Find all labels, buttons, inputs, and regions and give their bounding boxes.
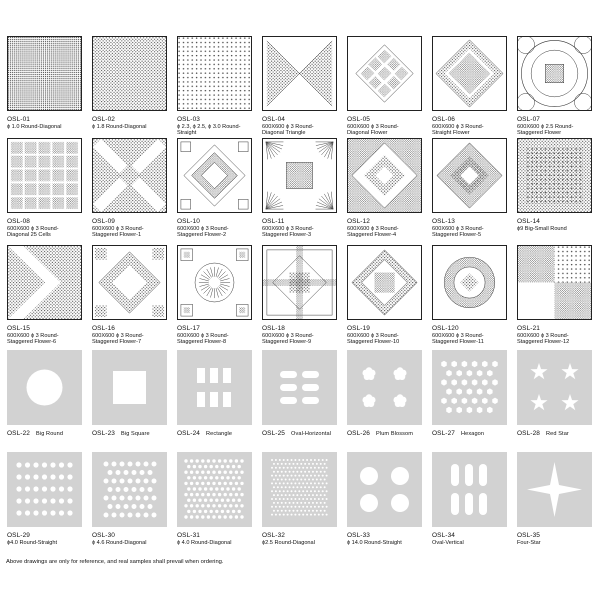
tile-code-text: OSL-27 [432,430,456,437]
tile-code [262,430,331,438]
tile-swatch [92,452,167,527]
tile-osl-12 [347,138,425,238]
tile-swatch [517,36,592,111]
flower-10-pattern [348,246,421,319]
tile-code [92,325,115,332]
tile-osl-19 [347,245,425,345]
tile-swatch [7,138,82,213]
tile-swatch [517,138,592,213]
tile-description: 600X600 ϕ 3 Round- Staggered Flower-9 [262,333,314,346]
round-straight-14-pattern [347,452,422,527]
tile-code [432,218,455,225]
tile-osl-06 [432,36,510,136]
tile-description: 600X600 ϕ 3 Round- Staggered Flower-12 [517,333,570,346]
diagonal-flower-pattern [348,37,421,110]
tile-code-text: OSL-04 [262,116,286,123]
dots-straight-pattern [178,37,251,110]
tile-swatch [347,452,422,527]
tile-code-text: OSL-24 [177,430,201,437]
cells-25-pattern [8,139,81,212]
tile-osl-21 [517,245,595,345]
tile-description: 600X600 ϕ 3 Round- Staggered Flower-4 [347,226,399,239]
tile-code [347,218,370,225]
tile-code-text: OSL-33 [347,532,371,539]
tile-swatch [347,245,422,320]
tile-code [517,532,540,539]
flower-6-pattern [8,246,81,319]
tile-code [262,325,285,332]
tile-code-text: OSL-29 [7,532,31,539]
tile-code-text: OSL-08 [7,218,31,225]
tile-code-text: OSL-11 [262,218,285,225]
tile-code [92,430,150,438]
tile-description: ϕ 14.0 Round-Straight [347,540,402,546]
tile-code-text: OSL-14 [517,218,541,225]
tile-code-text: OSL-26 [347,430,371,437]
flower-11-pattern [433,246,506,319]
tile-description: Oval-Vertical [432,540,464,546]
tile-code [7,532,30,539]
tile-code [177,430,232,438]
tile-swatch [7,245,82,320]
tile-code [517,325,540,332]
big-round-pattern [7,350,82,425]
tile-swatch [92,245,167,320]
flower-9-pattern [263,246,336,319]
tile-swatch [7,36,82,111]
tile-code-text: OSL-02 [92,116,116,123]
tile-description: ϕ 4.6 Round-Diagonal [92,540,147,546]
tile-code [92,116,115,123]
staggered-flower-pattern [518,37,591,110]
tile-osl-17 [177,245,255,345]
tile-code-text: OSL-120 [432,325,459,332]
straight-flower-pattern [433,37,506,110]
tile-swatch [262,36,337,111]
tile-code-text: OSL-21 [517,325,541,332]
tile-code [432,430,484,438]
tile-description: 600X600 ϕ 3 Round- Diagonal Triangle [262,124,314,137]
round-diagonal-25-pattern [262,452,337,527]
tile-osl-29 [7,452,85,547]
tile-description: 600X600 ϕ 2.5 Round- Staggered Flower [517,124,574,137]
tile-code [7,430,63,438]
tile-swatch [177,452,252,527]
tile-osl-120 [432,245,510,345]
tile-swatch [432,350,507,425]
tile-description: 600X600 ϕ 3 Round- Straight Flower [432,124,484,137]
tile-osl-02 [92,36,170,136]
tile-osl-25 [262,350,340,450]
flower-7-pattern [93,246,166,319]
big-small-pattern [518,139,591,212]
tile-code [347,430,413,438]
tile-osl-03 [177,36,255,136]
tile-osl-23 [92,350,170,450]
flower-3-pattern [263,139,336,212]
star-pattern [517,350,592,425]
tile-osl-35 [517,452,595,547]
tile-swatch [517,350,592,425]
tile-description: Red Star [546,431,569,437]
tile-description: 600X600 ϕ 3 Round- Staggered Flower-3 [262,226,314,239]
tile-swatch [92,138,167,213]
tile-code [262,218,285,225]
tile-code-text: OSL-23 [92,430,116,437]
tile-description: 600X600 ϕ 3 Round- Staggered Flower-2 [177,226,229,239]
tile-osl-31 [177,452,255,547]
tile-code-text: OSL-13 [432,218,456,225]
tile-code-text: OSL-05 [347,116,371,123]
tile-osl-07 [517,36,595,136]
tile-swatch [262,452,337,527]
tile-description: Hexagon [461,431,485,437]
tile-description: ϕ 1.0 Round-Diagonal [7,124,62,130]
tile-swatch [177,350,252,425]
tile-osl-11 [262,138,340,238]
tile-code [262,532,285,539]
tile-code [7,116,30,123]
flower-5-pattern [433,139,506,212]
plum-blossom-pattern [347,350,422,425]
tile-osl-13 [432,138,510,238]
tile-osl-24 [177,350,255,450]
tile-swatch [517,245,592,320]
tile-description: 600X600 ϕ 3 Round- Staggered Flower-8 [177,333,229,346]
tile-osl-04 [262,36,340,136]
tile-code-text: OSL-07 [517,116,541,123]
flower-4-pattern [348,139,421,212]
tile-swatch [262,138,337,213]
tile-description: Plum Blossom [376,431,413,437]
tile-osl-30 [92,452,170,547]
tile-swatch [347,36,422,111]
round-diagonal-46-pattern [92,452,167,527]
tile-description: 600X600 ϕ 3 Round- Staggered Flower-7 [92,333,144,346]
tile-code [432,532,455,539]
tile-code [177,532,200,539]
tile-code-text: OSL-19 [347,325,371,332]
tile-swatch [347,350,422,425]
tile-description: ϕ4.0 Round-Straight [7,540,58,546]
hexagon-pattern [432,350,507,425]
tile-swatch [177,245,252,320]
tile-description: ϕ9 Big-Small Round [517,226,567,232]
tile-code-text: OSL-17 [177,325,201,332]
tile-description: 600X600 ϕ 3 Round- Diagonal 25 Cells [7,226,59,239]
tile-code-text: OSL-31 [177,532,201,539]
tile-code-text: OSL-32 [262,532,286,539]
tile-description: 600X600 ϕ 3 Round- Diagonal Flower [347,124,399,137]
tile-code [7,218,30,225]
tile-code [347,532,370,539]
tile-osl-22 [7,350,85,450]
tile-code-text: OSL-18 [262,325,286,332]
tile-description: 600X600 ϕ 3 Round- Staggered Flower-10 [347,333,400,346]
tile-code-text: OSL-12 [347,218,371,225]
tile-code-text: OSL-30 [92,532,116,539]
tile-code-text: OSL-10 [177,218,201,225]
tile-swatch [92,36,167,111]
tile-swatch [262,350,337,425]
tile-code [517,430,569,438]
tile-code-text: OSL-34 [432,532,456,539]
tile-code-text: OSL-28 [517,430,541,437]
tile-description: Big Square [121,431,150,437]
tile-description: Oval-Horizontal [291,431,332,437]
tile-description: ϕ2.5 Round-Diagonal [262,540,315,546]
tile-code [92,218,115,225]
tile-osl-14 [517,138,595,238]
tile-osl-08 [7,138,85,238]
tile-swatch [7,452,82,527]
tile-osl-16 [92,245,170,345]
tile-code-text: OSL-15 [7,325,31,332]
tile-code-text: OSL-09 [92,218,116,225]
tile-description: Four-Star [517,540,541,546]
tile-swatch [517,452,592,527]
round-straight-4-pattern [7,452,82,527]
tile-osl-01 [7,36,85,136]
tile-code-text: OSL-25 [262,430,286,437]
tile-osl-09 [92,138,170,238]
tile-description: 600X600 ϕ 3 Round- Staggered Flower-5 [432,226,484,239]
tile-code [347,325,370,332]
tile-description: ϕ 2.3, ϕ 2.5, ϕ 3.0 Round- Straight [177,124,241,137]
tile-osl-05 [347,36,425,136]
tile-osl-34 [432,452,510,547]
tile-swatch [432,36,507,111]
tile-swatch [92,350,167,425]
tile-code-text: OSL-16 [92,325,116,332]
tile-osl-27 [432,350,510,450]
tile-swatch [7,350,82,425]
tile-swatch [262,245,337,320]
tile-code [347,116,370,123]
rectangle-pattern [177,350,252,425]
tile-description: ϕ 4.0 Round-Diagonal [177,540,232,546]
tile-osl-33 [347,452,425,547]
tile-osl-28 [517,350,595,450]
tile-code-text: OSL-35 [517,532,541,539]
tile-code-text: OSL-01 [7,116,31,123]
big-square-pattern [92,350,167,425]
tile-code [432,325,459,332]
diagonal-triangle-pattern [263,37,336,110]
tile-osl-26 [347,350,425,450]
tile-description: 600X600 ϕ 3 Round- Staggered Flower-6 [7,333,59,346]
tile-description: 600X600 ϕ 3 Round- Staggered Flower-1 [92,226,144,239]
tile-code [517,116,540,123]
tile-osl-15 [7,245,85,345]
flower-1-pattern [93,139,166,212]
tile-code [177,218,200,225]
tile-description: ϕ 1.8 Round-Diagonal [92,124,147,130]
oval-vertical-pattern [432,452,507,527]
round-diagonal-40-pattern [177,452,252,527]
flower-2-pattern [178,139,251,212]
tile-swatch [347,138,422,213]
tile-code [517,218,540,225]
dots-diagonal-pattern [93,37,166,110]
oval-horizontal-pattern [262,350,337,425]
tile-code [262,116,285,123]
tile-code [177,325,200,332]
four-star-pattern [517,452,592,527]
tile-description: Rectangle [206,431,233,437]
tile-code [92,532,115,539]
tile-code [177,116,200,123]
tile-code-text: OSL-22 [7,430,31,437]
flower-12-pattern [518,246,591,319]
tile-code [432,116,455,123]
tile-description: 600X600 ϕ 3 Round- Staggered Flower-11 [432,333,484,346]
tile-swatch [432,245,507,320]
tile-swatch [432,138,507,213]
tile-description: Big Round [36,431,64,437]
tile-swatch [177,36,252,111]
tile-swatch [432,452,507,527]
tile-swatch [177,138,252,213]
tile-osl-18 [262,245,340,345]
tile-osl-32 [262,452,340,547]
tile-code-text: OSL-03 [177,116,201,123]
fine-grid-pattern [8,37,81,110]
tile-osl-10 [177,138,255,238]
tile-code-text: OSL-06 [432,116,456,123]
flower-8-pattern [178,246,251,319]
tile-code [7,325,30,332]
footnote: Above drawings are only for reference, and real samples shall prevail when ordering. [6,559,224,565]
